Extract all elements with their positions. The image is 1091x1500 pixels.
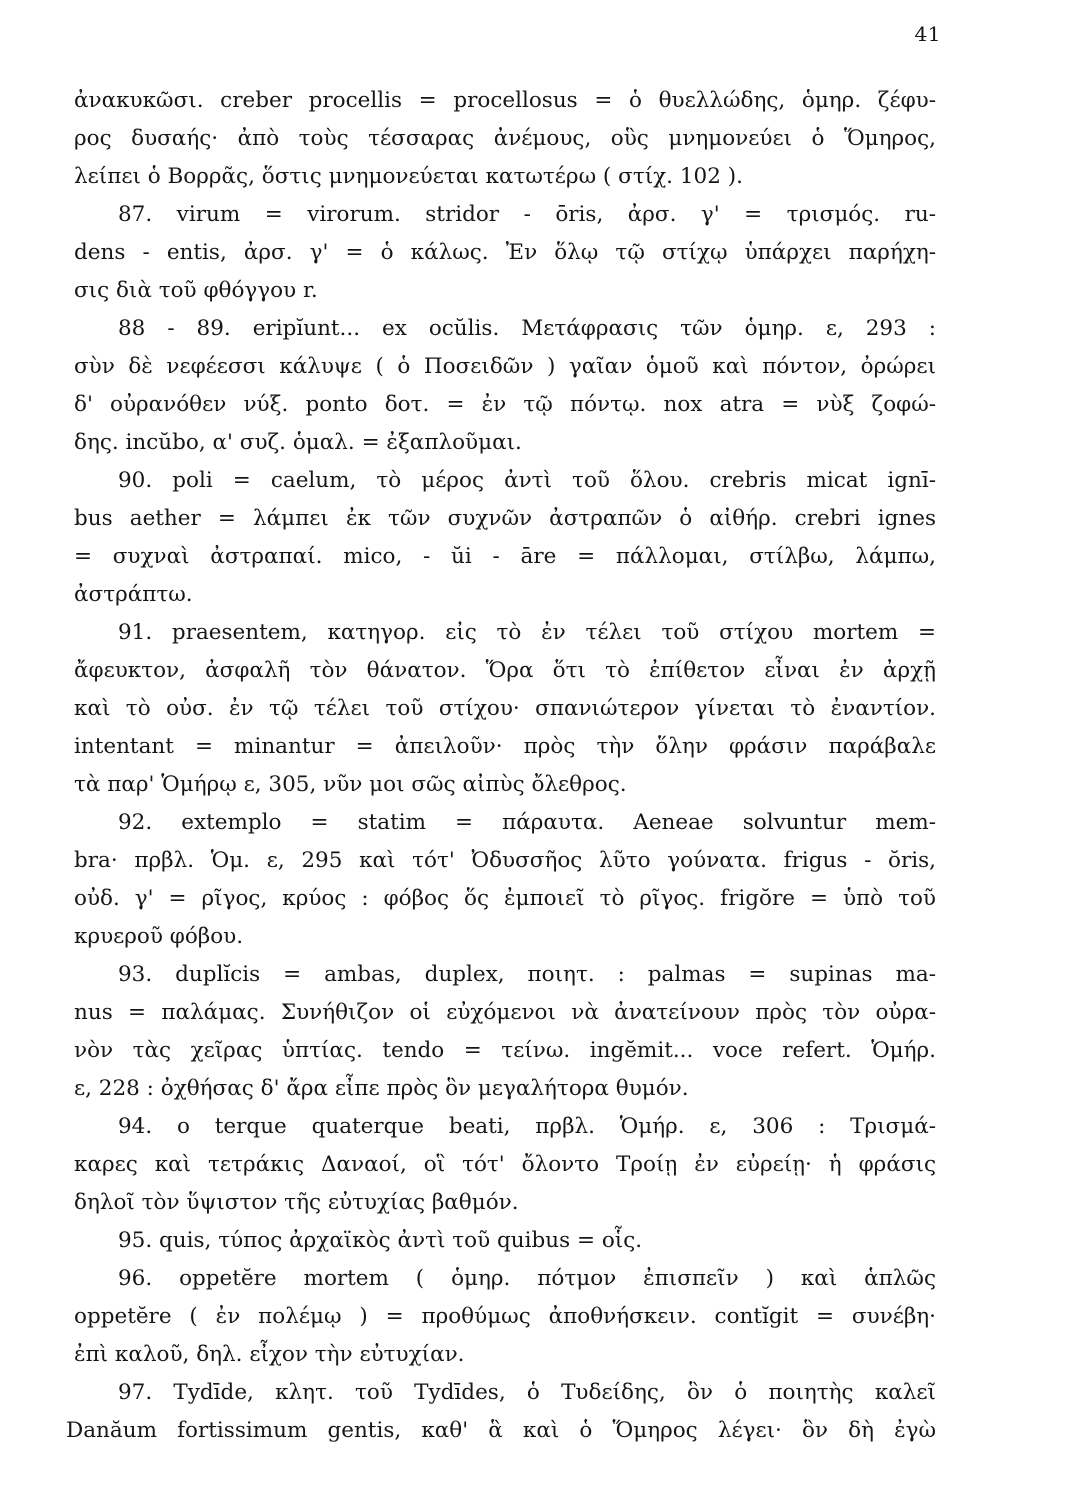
text-line: 96. oppetĕre mortem ( ὁμηρ. πότμον ἐπισπεῖν ) καὶ ἁπλῶς bbox=[118, 1266, 936, 1291]
text-line: 92. extemplo = statim = πάραυτα. Aeneae solvuntur mem- bbox=[118, 810, 936, 835]
text-line: σις διὰ τοῦ φθόγγου r. bbox=[74, 278, 318, 303]
text-line: κρυεροῦ φόβου. bbox=[74, 924, 244, 949]
text-line: 90. poli = caelum, τὸ μέρος ἀντὶ τοῦ ὅλου. crebris micat ignī- bbox=[118, 468, 936, 493]
text-line: 95. quis, τύπος ἀρχαϊκὸς ἀντὶ τοῦ quibus = οἷς. bbox=[118, 1228, 643, 1253]
text-line: σὺν δὲ νεφέεσσι κάλυψε ( ὁ Ποσειδῶν ) γαῖαν ὁμοῦ καὶ πόντον, ὀρώρει bbox=[74, 354, 936, 379]
text-line: 93. duplĭcis = ambas, duplex, ποιητ. : palmas = supinas ma- bbox=[118, 962, 936, 987]
text-line: δ' οὐρανόθεν νύξ. ponto δοτ. = ἐν τῷ πόντῳ. nox atra = νὺξ ζοφώ- bbox=[74, 392, 936, 417]
text-line: nus = παλάμας. Συνήθιζον οἱ εὐχόμενοι νὰ ἀνατείνουν πρὸς τὸν οὐρα- bbox=[74, 1000, 936, 1025]
text-line: δης. incŭbo, α' συζ. ὁμαλ. = ἐξαπλοῦμαι. bbox=[74, 430, 522, 455]
text-line: καὶ τὸ οὐσ. ἐν τῷ τέλει τοῦ στίχου· σπανιώτερον γίνεται τὸ ἐναντίον. bbox=[74, 696, 936, 721]
text-line: καρες καὶ τετράκις Δαναοί, οἳ τότ' ὄλοντο Τροίῃ ἐν εὐρείῃ· ἡ φράσις bbox=[74, 1152, 936, 1177]
text-line: ἐπὶ καλοῦ, δηλ. εἶχον τὴν εὐτυχίαν. bbox=[74, 1342, 465, 1367]
text-line: 94. o terque quaterque beati, πρβλ. Ὁμήρ. ε, 306 : Τρισμά- bbox=[118, 1114, 936, 1139]
text-line: 88 - 89. eripĭunt... ex ocŭlis. Μετάφρασις τῶν ὁμηρ. ε, 293 : bbox=[118, 316, 936, 341]
text-line: νὸν τὰς χεῖρας ὑπτίας. tendo = τείνω. ingĕmit... voce refert. Ὁμήρ. bbox=[74, 1038, 936, 1063]
text-line: λείπει ὁ Βορρᾶς, ὅστις μνημονεύεται κατωτέρω ( στίχ. 102 ). bbox=[74, 164, 743, 189]
text-line: = συχναὶ ἀστραπαί. mico, - ŭi - āre = πάλλομαι, στίλβω, λάμπω, bbox=[74, 544, 936, 569]
page-number: 41 bbox=[914, 22, 941, 46]
text-line: 97. Tydīde, κλητ. τοῦ Tydīdes, ὁ Τυδείδης, ὃν ὁ ποιητὴς καλεῖ bbox=[118, 1380, 936, 1405]
text-line: 87. virum = virorum. stridor - ōris, ἀρσ. γ' = τρισμός. ru- bbox=[118, 202, 936, 227]
text-line: ρος δυσαής· ἀπὸ τοὺς τέσσαρας ἀνέμους, οὓς μνημονεύει ὁ Ὅμηρος, bbox=[74, 126, 936, 151]
text-line: ἀστράπτω. bbox=[74, 582, 193, 607]
text-line: dens - entis, ἀρσ. γ' = ὁ κάλως. Ἐν ὅλῳ τῷ στίχῳ ὑπάρχει παρήχη- bbox=[74, 240, 936, 265]
text-line: τὰ παρ' Ὁμήρῳ ε, 305, νῦν μοι σῶς αἰπὺς ὄλεθρος. bbox=[74, 772, 627, 797]
text-line: oppetĕre ( ἐν πολέμῳ ) = προθύμως ἀποθνήσκειν. contĭgit = συνέβη· bbox=[74, 1304, 936, 1329]
text-line: ἀνακυκῶσι. creber procellis = procellosus = ὁ θυελλώδης, ὁμηρ. ζέφυ- bbox=[74, 88, 936, 113]
text-line: intentant = minantur = ἀπειλοῦν· πρὸς τὴν ὅλην φράσιν παράβαλε bbox=[74, 734, 936, 759]
commentary-text bbox=[66, 82, 936, 1450]
text-line: οὐδ. γ' = ρῖγος, κρύος : φόβος ὅς ἐμποιεῖ τὸ ρῖγος. frigŏre = ὑπὸ τοῦ bbox=[74, 886, 936, 911]
text-line: Danăum fortissimum gentis, καθ' ἃ καὶ ὁ Ὅμηρος λέγει· ὃν δὴ ἐγὼ bbox=[66, 1418, 936, 1443]
text-line: bra· πρβλ. Ὁμ. ε, 295 καὶ τότ' Ὀδυσσῆος λῦτο γούνατα. frigus - ŏris, bbox=[74, 848, 936, 873]
text-line: ε, 228 : ὀχθήσας δ' ἄρα εἶπε πρὸς ὃν μεγαλήτορα θυμόν. bbox=[74, 1076, 689, 1101]
text-line: bus aether = λάμπει ἐκ τῶν συχνῶν ἀστραπῶν ὁ αἰθήρ. crebri ignes bbox=[74, 506, 936, 531]
text-line: ἄφευκτον, ἀσφαλῆ τὸν θάνατον. Ὅρα ὅτι τὸ ἐπίθετον εἶναι ἐν ἀρχῇ bbox=[74, 658, 936, 683]
text-line: δηλοῖ τὸν ὕψιστον τῆς εὐτυχίας βαθμόν. bbox=[74, 1190, 519, 1215]
text-line: 91. praesentem, κατηγορ. εἰς τὸ ἐν τέλει τοῦ στίχου mortem = bbox=[118, 620, 936, 645]
